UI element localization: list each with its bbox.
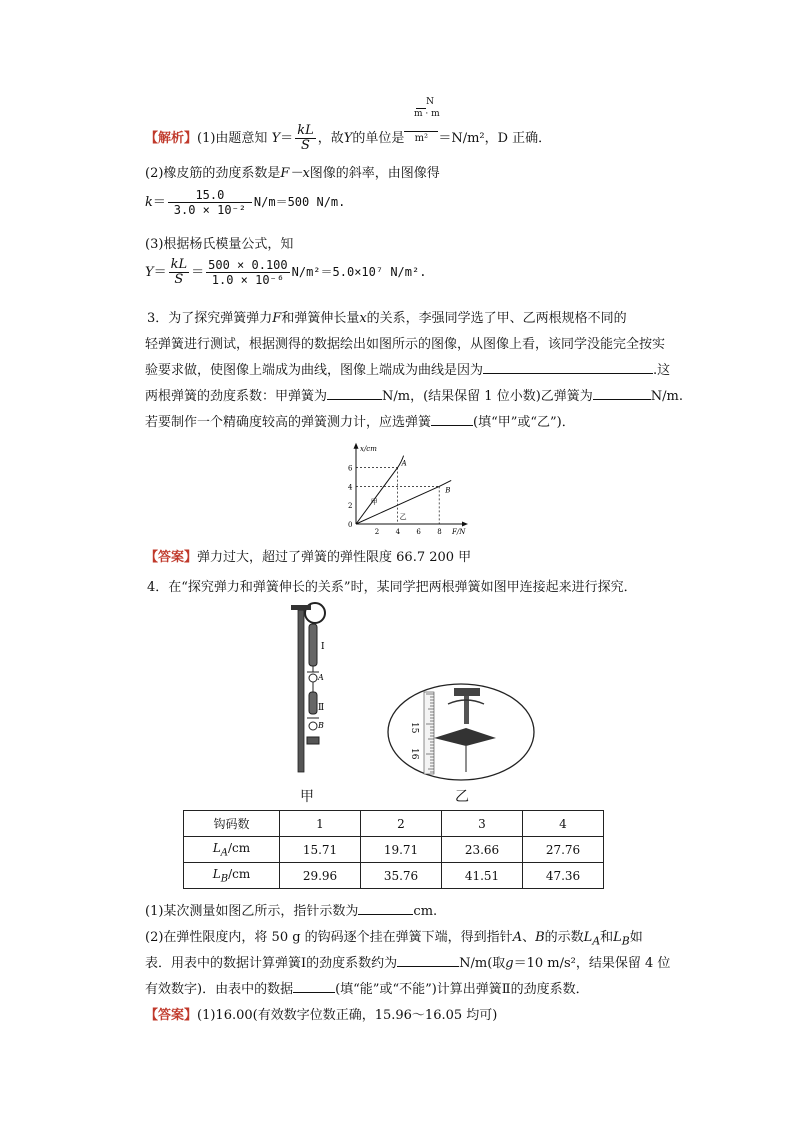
q4-var-g: g — [505, 956, 514, 971]
q3-l3-b: .这 — [653, 363, 671, 378]
q4-s2-l2-a: 表．用表中的数据计算弹簧Ⅰ的劲度系数约为 — [145, 956, 398, 971]
q4-s2-l1-a: (2)在弹性限度内，将 50 g 的钩码逐个挂在弹簧下端，得到指针 — [145, 930, 513, 945]
q3-var-x: x — [359, 311, 367, 326]
q3-l1: 3．为了探究弹簧弹力 — [147, 311, 273, 326]
q3-answer — [145, 546, 471, 565]
table-header-cell: 1 — [280, 811, 361, 837]
var-y-2: Y — [343, 131, 353, 146]
lb-main: L — [613, 930, 622, 945]
x-tick-label: 4 — [395, 528, 401, 536]
analysis-p1-b: ，故 — [317, 131, 344, 146]
label-main: L — [212, 866, 221, 881]
q3-l4-b: N/m，(结果保留 1 位小数)乙弹簧为 — [382, 389, 593, 404]
scale-16-label: 16 — [409, 748, 419, 760]
frac-num-2: kL — [170, 257, 188, 272]
analysis-p3: (3)根据杨氏模量公式，知 — [145, 237, 294, 252]
q3-blank-jia[interactable] — [327, 386, 382, 400]
q3-l4-a: 两根弹簧的劲度系数：甲弹簧为 — [145, 389, 328, 404]
label-sub: A — [220, 847, 229, 859]
q4-s2-l2-b: N/m(取 — [459, 956, 506, 971]
analysis-tag: 【解析】 — [145, 131, 198, 146]
k-result: N/m＝500 N/m. — [253, 195, 346, 209]
equals: ＝ — [280, 131, 294, 146]
series-line-0 — [356, 468, 398, 524]
q3-blank-reason[interactable] — [483, 360, 653, 374]
analysis-p1-a: (1)由题意知 — [197, 131, 268, 146]
analysis-line-2 — [145, 162, 440, 181]
q4-s2-l1-b: 、 — [522, 930, 536, 945]
la-main: L — [583, 930, 593, 945]
table-cell: 47.36 — [523, 863, 604, 889]
label-unit: /cm — [228, 866, 251, 881]
figure-jia-caption: 甲 — [300, 789, 314, 805]
q4-var-b: B — [535, 930, 545, 945]
q4-blank-can[interactable] — [293, 979, 335, 993]
analysis-p2-b: 图像的斜率，由图像得 — [309, 166, 440, 181]
q4-blank-k[interactable] — [397, 953, 459, 967]
q3-line-3 — [145, 359, 670, 378]
analysis-p2: (2)橡皮筋的劲度系数是 — [145, 166, 281, 181]
q4-s1-a: (1)某次测量如图乙所示，指针示数为 — [145, 904, 359, 919]
q4-s2-l3-a: 有效数字)．由表中的数据 — [145, 982, 294, 997]
table-row — [184, 837, 604, 863]
y-tick-label: 2 — [348, 502, 353, 511]
spring-chart — [340, 438, 480, 538]
q4-intro-text: 4．在“探究弹力和弹簧伸长的关系”时，某同学把两根弹簧如图甲连接起来进行探究． — [147, 580, 637, 595]
q3-blank-choice[interactable] — [431, 412, 473, 426]
q4-sub-2-line-3 — [145, 978, 589, 997]
frac-den-2: S — [174, 272, 184, 287]
q4-s2-l1-e: 如 — [629, 930, 643, 945]
q3-line-1 — [145, 307, 627, 326]
label-main: L — [212, 840, 221, 855]
figure-jia — [285, 600, 330, 775]
q4-s1-b: cm. — [413, 904, 438, 919]
spring-2-label: Ⅱ — [318, 703, 325, 713]
q3-answer-tag: 【答案】 — [145, 550, 198, 565]
y-num: 500 × 0.100 — [208, 258, 288, 272]
y-fraction — [206, 258, 289, 287]
q4-answer-tag: 【答案】 — [145, 1008, 198, 1023]
q3-l5-b: (填“甲”或“乙”)． — [473, 415, 575, 430]
q3-line-5 — [145, 411, 575, 430]
x-tick-label: 2 — [374, 528, 380, 536]
table-cell: 27.76 — [523, 837, 604, 863]
q3-l1-c: 的关系，李强同学选了甲、乙两根规格不同的 — [366, 311, 627, 326]
k-num: 15.0 — [168, 188, 252, 203]
analysis-line-1 — [145, 124, 551, 153]
frac-num: kL — [297, 123, 314, 138]
q3-blank-yi[interactable] — [593, 386, 651, 400]
x-tick-label: 8 — [437, 528, 442, 536]
q4-s2-l3-b: (填“能”或“不能”)计算出弹簧Ⅱ的劲度系数． — [335, 982, 589, 997]
k-den: 3.0 × 10⁻² — [173, 203, 247, 217]
y-tick-label: 6 — [348, 464, 353, 473]
q4-var-a: A — [512, 930, 523, 945]
unit-fraction — [414, 97, 446, 120]
y-axis-arrow — [354, 443, 359, 449]
lb-sub: B — [621, 934, 630, 948]
pointer-a-label: A — [318, 673, 324, 682]
origin-label: 0 — [348, 521, 353, 529]
q3-l2: 轻弹簧进行测试，根据测得的数据绘出如图所示的图像，从图像上看，该同学没能完全按实 — [145, 337, 666, 352]
analysis-p1-c: 的单位是 — [352, 131, 405, 146]
row-label-lb — [184, 863, 280, 889]
analysis-k-formula: k＝ $\frac{15.0}{\text{3.0 × 10⁻²}}$ N/m＝500 N/m. — [145, 188, 346, 217]
q4-s2-l1-d: 和 — [600, 930, 614, 945]
series-end-label: A — [401, 459, 407, 468]
q4-sub-2-line-2 — [145, 952, 670, 971]
table-header-cell: 4 — [523, 811, 604, 837]
x-axis-arrow — [462, 522, 468, 527]
y-den: 1.0 × 10⁻⁶ — [211, 273, 284, 287]
q4-sub-2-line-1 — [145, 926, 643, 948]
analysis-y-formula: Y＝ $\frac{kL}{S}$ ＝ $\frac{500 \times 0.100}{\text{1.0 × 10⁻⁶}}$ N/m²＝5.0×10⁷ N/m². — [145, 257, 427, 287]
table-cell: 19.71 — [361, 837, 442, 863]
table-cell: 41.51 — [442, 863, 523, 889]
spring-1-label: Ⅰ — [321, 642, 325, 652]
label-sub: B — [220, 873, 229, 885]
q4-answer — [145, 1004, 497, 1023]
q4-answer-text: (1)16.00(有效数字位数正确，15.96～16.05 均可) — [197, 1008, 498, 1023]
table-cell: 35.76 — [361, 863, 442, 889]
q3-l1-b: 和弹簧伸长量 — [281, 311, 360, 326]
q3-l4-c: N/m. — [650, 389, 683, 404]
table-cell: 15.71 — [280, 837, 361, 863]
q3-var-f: F — [272, 311, 282, 326]
table-header-cell: 3 — [442, 811, 523, 837]
q4-blank-reading[interactable] — [358, 901, 413, 915]
row-label-la — [184, 837, 280, 863]
y-result: N/m²＝5.0×10⁷ N/m². — [291, 265, 427, 279]
fx-label: F－x — [280, 166, 310, 181]
q3-l5-a: 若要制作一个精确度较高的弹簧测力计，应选弹簧 — [145, 415, 432, 430]
q4-intro — [145, 576, 637, 595]
y-tick-label: 4 — [348, 483, 353, 492]
unit-top-n: N — [426, 97, 434, 107]
series-name-label: 乙 — [399, 513, 407, 522]
table-header-row — [184, 811, 604, 837]
var-y: Y — [271, 131, 281, 146]
series-end-label: B — [445, 486, 451, 495]
x-tick-label: 6 — [416, 528, 421, 536]
unit-frac-line — [404, 131, 438, 146]
q4-var-la — [583, 930, 601, 948]
table-cell: 29.96 — [280, 863, 361, 889]
figure-yi — [386, 682, 536, 782]
unit-top-m: m — [414, 109, 423, 119]
q3-line-2 — [145, 333, 665, 352]
scale-15-label: 15 — [409, 722, 419, 734]
var-k: k — [145, 195, 153, 210]
k-fraction — [168, 188, 252, 217]
q4-var-lb — [613, 930, 630, 948]
analysis-line-3 — [145, 233, 293, 252]
y-axis-label: x/cm — [360, 444, 377, 453]
unit-top-rest: · m — [425, 109, 440, 119]
la-sub: A — [592, 934, 601, 948]
var-y-3: Y — [145, 265, 154, 280]
figure-yi-caption: 乙 — [455, 789, 469, 805]
pointer-b-label: B — [318, 721, 324, 730]
q3-line-4 — [145, 385, 683, 404]
kl-over-s — [295, 124, 316, 153]
q3-l3-a: 验要求做，使图像上端成为曲线，图像上端成为曲线是因为 — [145, 363, 484, 378]
unit-bottom: m² — [414, 133, 429, 144]
q4-s2-l2-c: ＝10 m/s²，结果保留 4 位 — [513, 956, 671, 971]
frac-den: S — [300, 138, 310, 153]
spring-data-table — [183, 810, 604, 889]
series-name-label: 甲 — [370, 497, 378, 506]
kl-over-s-2 — [169, 258, 190, 287]
label-unit: /cm — [228, 840, 251, 855]
q3-answer-text: 弹力过大，超过了弹簧的弹性限度 66.7 200 甲 — [197, 550, 472, 565]
analysis-p1-d: ＝N/m²，D 正确． — [438, 131, 552, 146]
table-header-cell: 钩码数 — [184, 811, 280, 837]
q4-s2-l1-c: 的示数 — [544, 930, 584, 945]
q4-sub-1 — [145, 900, 437, 919]
table-row — [184, 863, 604, 889]
x-axis-label: F/N — [452, 528, 466, 536]
table-header-cell: 2 — [361, 811, 442, 837]
table-cell: 23.66 — [442, 837, 523, 863]
